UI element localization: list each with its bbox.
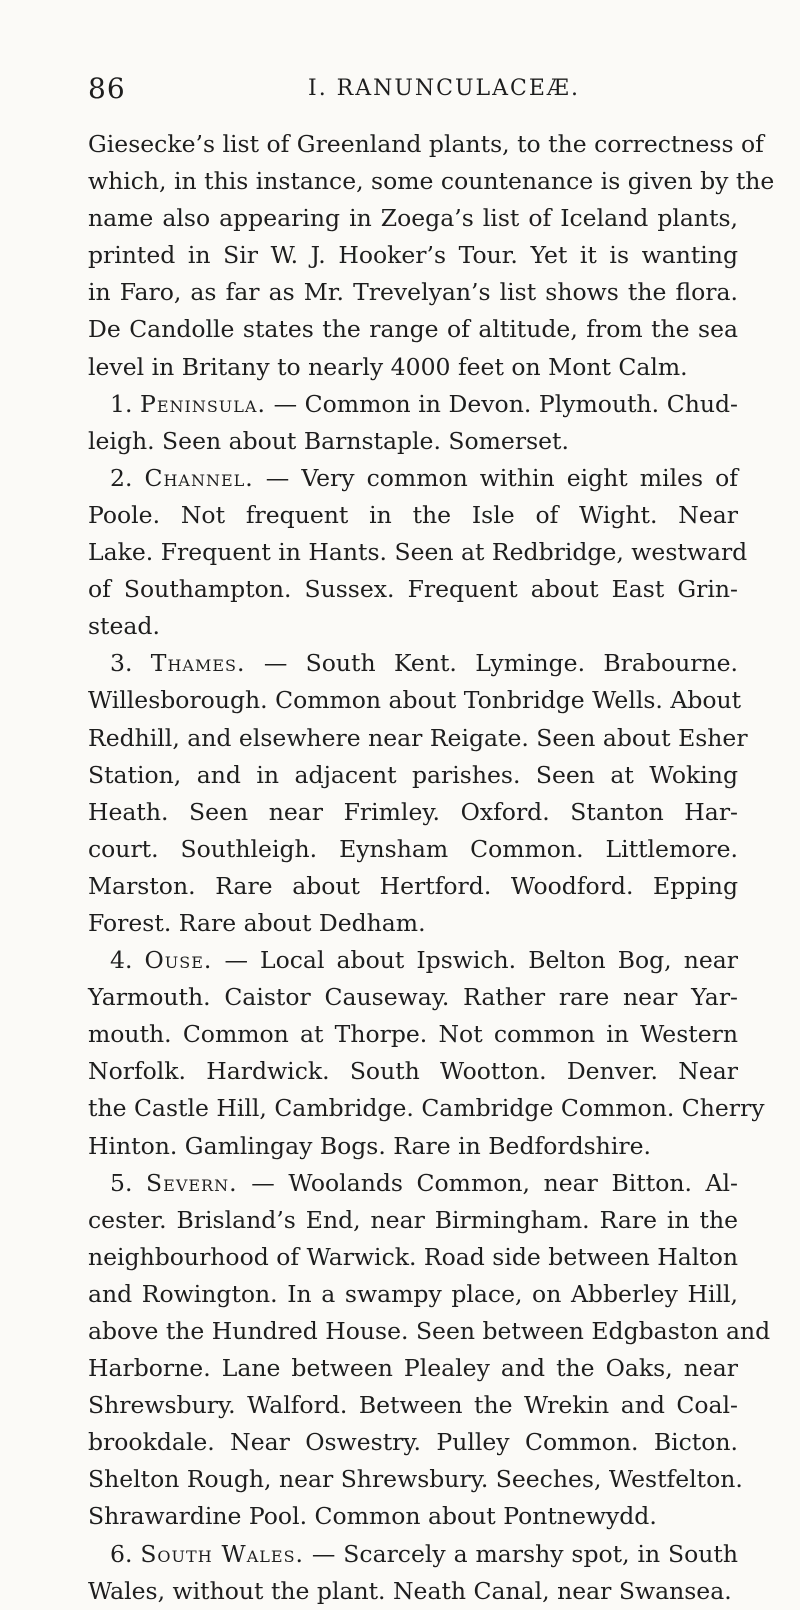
line-text: the Castle Hill, Cambridge. Cambridge Common. Cherry xyxy=(88,1094,765,1123)
line-text: Giesecke’s list of Greenland plants, to the correctness of xyxy=(88,130,764,158)
text-line xyxy=(88,831,738,868)
line-text: level in Britany to nearly 4000 feet on Mont Calm. xyxy=(88,352,688,381)
line-text: Marston. Rare about Hertford. Woodford. Epping xyxy=(88,871,738,900)
line-text: — Very common within eight miles of xyxy=(265,463,738,492)
body-text xyxy=(88,126,775,1610)
text-line xyxy=(88,497,738,534)
section-heading: South Wales. xyxy=(140,1539,304,1568)
section-heading: Peninsula. xyxy=(140,389,266,418)
section-number: 3. xyxy=(110,649,133,678)
line-text: — Local about Ipswich. Belton Bog, near xyxy=(224,946,738,975)
line-text: which, in this instance, some countenance is given by the xyxy=(88,167,775,196)
text-line xyxy=(88,1461,743,1498)
text-line xyxy=(88,1090,765,1127)
text-line xyxy=(88,1313,771,1350)
line-text: — Common in Devon. Plymouth. Chud- xyxy=(273,389,738,418)
text-line xyxy=(88,1350,738,1387)
line-text: — Woolands Common, near Bitton. Al- xyxy=(251,1168,738,1197)
section-heading-line xyxy=(88,942,738,979)
line-text: in Faro, as far as Mr. Trevelyan’s list shows the flora. xyxy=(88,278,738,307)
line-text: Forest. Rare about Dedham. xyxy=(88,908,426,937)
line-text: Wales, without the plant. Neath Canal, near Swansea. xyxy=(88,1576,732,1605)
text-line xyxy=(88,237,738,274)
line-text: Shelton Rough, near Shrewsbury. Seeches, Westfelton. xyxy=(88,1465,743,1494)
line-text: of Southampton. Sussex. Frequent about East Grin- xyxy=(88,575,738,604)
section-number: 1. xyxy=(110,389,133,418)
line-text: Redhill, and elsewhere near Reigate. Seen about Esher xyxy=(88,723,748,752)
text-line xyxy=(88,126,764,163)
line-text: De Candolle states the range of altitude, from the sea xyxy=(88,315,738,344)
line-text: Hinton. Gamlingay Bogs. Rare in Bedfordshire. xyxy=(88,1131,651,1160)
text-line xyxy=(88,979,738,1016)
text-line xyxy=(88,274,738,311)
text-line xyxy=(88,534,748,571)
text-line xyxy=(88,1202,738,1239)
text-line xyxy=(88,571,738,608)
line-text: — South Kent. Lyminge. Brabourne. xyxy=(263,649,738,678)
line-text: court. Southleigh. Eynsham Common. Littlemore. xyxy=(88,834,738,863)
text-line xyxy=(88,1498,738,1535)
line-text: cester. Brisland’s End, near Birmingham. Rare in the xyxy=(88,1205,738,1234)
line-text: Harborne. Lane between Plealey and the Oaks, near xyxy=(88,1354,738,1383)
line-text: neighbourhood of Warwick. Road side between Halton xyxy=(88,1242,738,1271)
text-line xyxy=(88,1276,738,1313)
text-line xyxy=(88,682,742,719)
line-text: — Scarcely a marshy spot, in South xyxy=(311,1539,738,1568)
page-number: 86 xyxy=(88,72,126,105)
line-text: printed in Sir W. J. Hooker’s Tour. Yet it is wanting xyxy=(88,241,738,270)
section-heading-line xyxy=(88,386,738,423)
text-line xyxy=(88,423,738,460)
text-line xyxy=(88,794,738,831)
section-heading: Severn. xyxy=(146,1168,238,1197)
text-line xyxy=(88,349,738,386)
text-line xyxy=(88,905,738,942)
section-number: 5. xyxy=(110,1168,133,1197)
line-text: Station, and in adjacent parishes. Seen at Woking xyxy=(88,760,738,789)
text-line xyxy=(88,1053,738,1090)
line-text: brookdale. Near Oswestry. Pulley Common. Bicton. xyxy=(88,1428,738,1457)
text-line xyxy=(88,720,748,757)
section-heading: Thames. xyxy=(150,649,246,678)
line-text: Yarmouth. Caistor Causeway. Rather rare near Yar- xyxy=(88,983,738,1012)
line-text: Norfolk. Hardwick. South Wootton. Denver. Near xyxy=(88,1057,738,1086)
line-text: Poole. Not frequent in the Isle of Wight. Near xyxy=(88,500,738,529)
text-line xyxy=(88,1424,738,1461)
text-line xyxy=(88,200,738,237)
running-head: I. RANUNCULACEÆ. xyxy=(308,76,580,101)
line-text: and Rowington. In a swampy place, on Abberley Hill, xyxy=(88,1279,738,1308)
section-number: 6. xyxy=(110,1539,133,1568)
section-heading-line xyxy=(88,1165,738,1202)
line-text: Shrewsbury. Walford. Between the Wrekin and Coal- xyxy=(88,1391,738,1420)
line-text: above the Hundred House. Seen between Edgbaston and xyxy=(88,1317,771,1345)
line-text: Willesborough. Common about Tonbridge Wells. About xyxy=(88,686,742,715)
text-line xyxy=(88,757,738,794)
section-heading-line xyxy=(88,1536,738,1573)
section-number: 2. xyxy=(110,463,133,492)
text-line xyxy=(88,1016,738,1053)
line-text: mouth. Common at Thorpe. Not common in Western xyxy=(88,1020,738,1049)
text-line xyxy=(88,1573,738,1610)
page-header xyxy=(88,72,738,112)
line-text: name also appearing in Zoega’s list of Iceland plants, xyxy=(88,204,738,233)
text-line xyxy=(88,1239,738,1276)
line-text: leigh. Seen about Barnstaple. Somerset. xyxy=(88,426,569,455)
section-heading-line xyxy=(88,645,738,682)
text-line xyxy=(88,311,738,348)
section-heading-line xyxy=(88,460,738,497)
text-line xyxy=(88,1387,738,1424)
section-number: 4. xyxy=(110,946,133,975)
line-text: Heath. Seen near Frimley. Oxford. Stanton Har- xyxy=(88,797,738,826)
text-line xyxy=(88,1128,738,1165)
section-heading: Channel. xyxy=(144,463,254,492)
line-text: Lake. Frequent in Hants. Seen at Redbridge, westward xyxy=(88,538,748,567)
text-line xyxy=(88,868,738,905)
text-line xyxy=(88,163,775,200)
section-heading: Ouse. xyxy=(144,946,213,975)
line-text: Shrawardine Pool. Common about Pontnewydd. xyxy=(88,1502,657,1531)
text-line xyxy=(88,608,738,645)
line-text: stead. xyxy=(88,612,160,641)
